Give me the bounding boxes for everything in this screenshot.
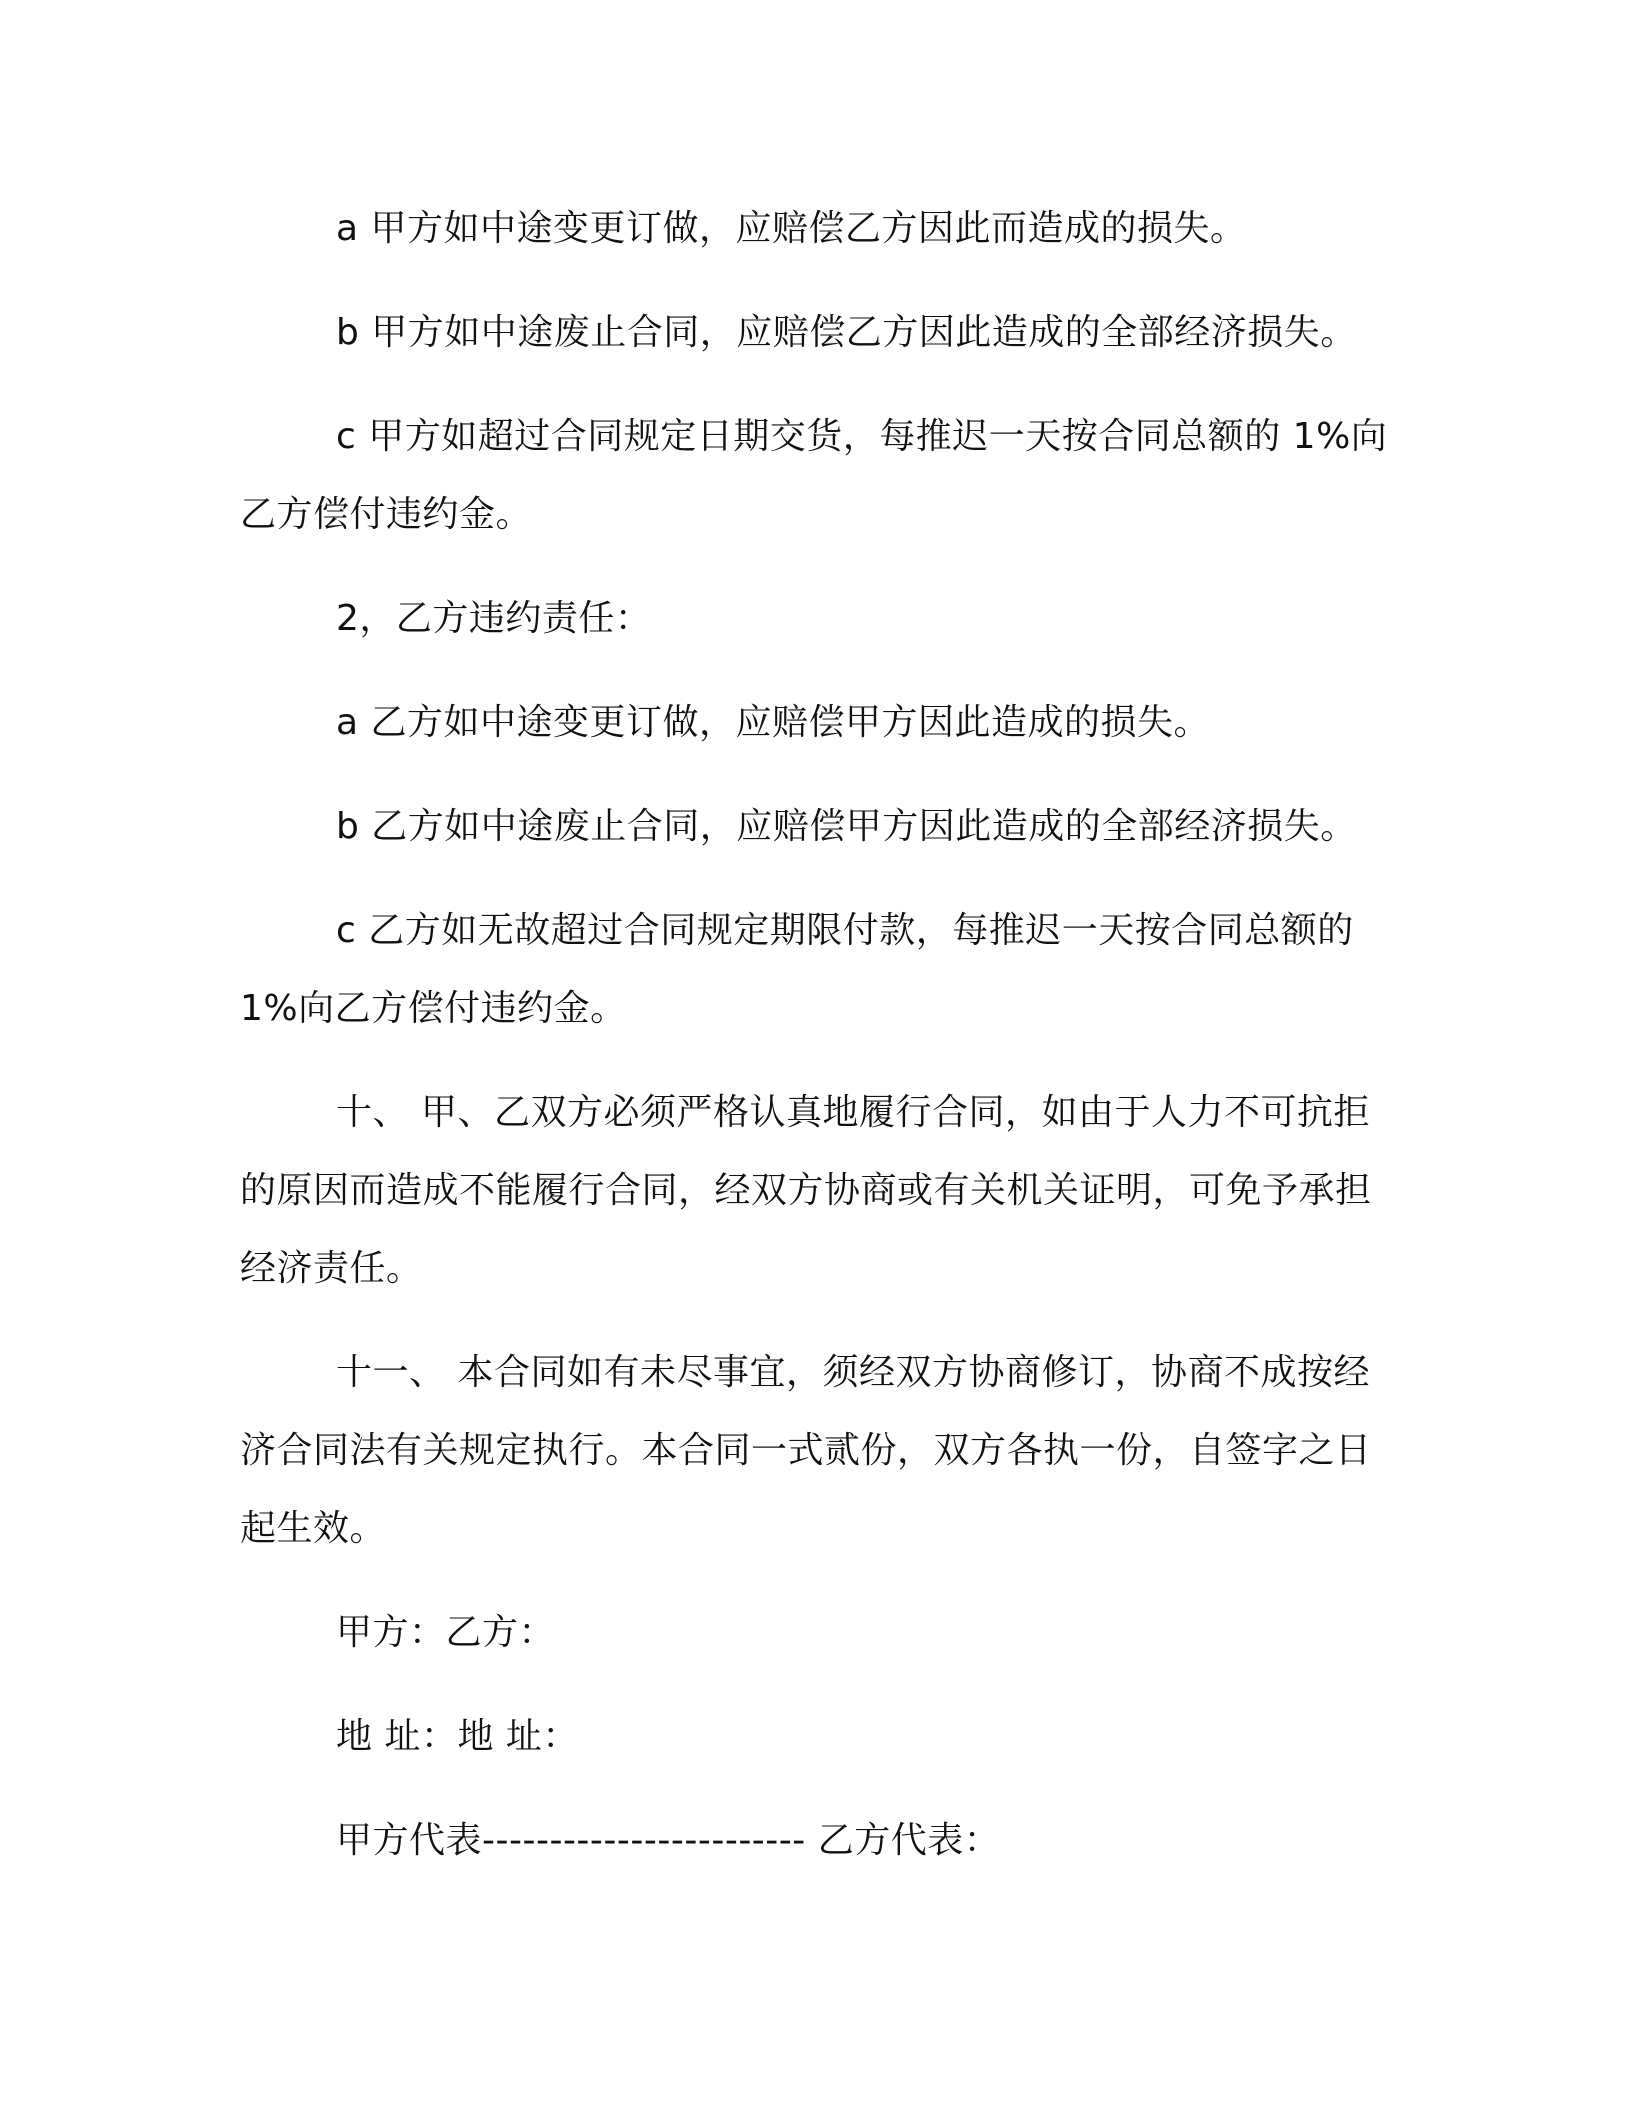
clause-c-party-a-late-delivery: c 甲方如超过合同规定日期交货，每推迟一天按合同总额的 1%向乙方偿付违约金。 (240, 416, 1388, 535)
section-party-b-liability: 2，乙方违约责任： (336, 598, 652, 639)
signature-parties: 甲方：乙方： (336, 1612, 556, 1653)
document-body (240, 190, 1390, 1880)
clause-a-party-a-change: a 甲方如中途变更订做，应赔偿乙方因此而造成的损失。 (336, 208, 1247, 249)
clause-c-party-b-late-payment: c 乙方如无故超过合同规定期限付款，每推迟一天按合同总额的1%向乙方偿付违约金。 (240, 910, 1354, 1029)
clause-b-party-b-cancel: b 乙方如中途废止合同，应赔偿甲方因此造成的全部经济损失。 (336, 806, 1357, 847)
clause-b-party-a-cancel: b 甲方如中途废止合同，应赔偿乙方因此造成的全部经济损失。 (336, 312, 1357, 353)
article-ten-force-majeure: 十、 甲、乙双方必须严格认真地履行合同，如由于人力不可抗拒的原因而造成不能履行合同，经双方协商或有关机关证明，可免予承担经济责任。 (240, 1092, 1372, 1289)
signature-representatives: 甲方代表------------------------ 乙方代表： (336, 1820, 1001, 1861)
clause-a-party-b-change: a 乙方如中途变更订做，应赔偿甲方因此造成的损失。 (336, 702, 1211, 743)
signature-address: 地 址：地 址： (336, 1716, 579, 1757)
article-eleven-supplementary: 十一、 本合同如有未尽事宜，须经双方协商修订，协商不成按经济合同法有关规定执行。本合同一式贰份，双方各执一份，自签字之日起生效。 (240, 1352, 1372, 1549)
